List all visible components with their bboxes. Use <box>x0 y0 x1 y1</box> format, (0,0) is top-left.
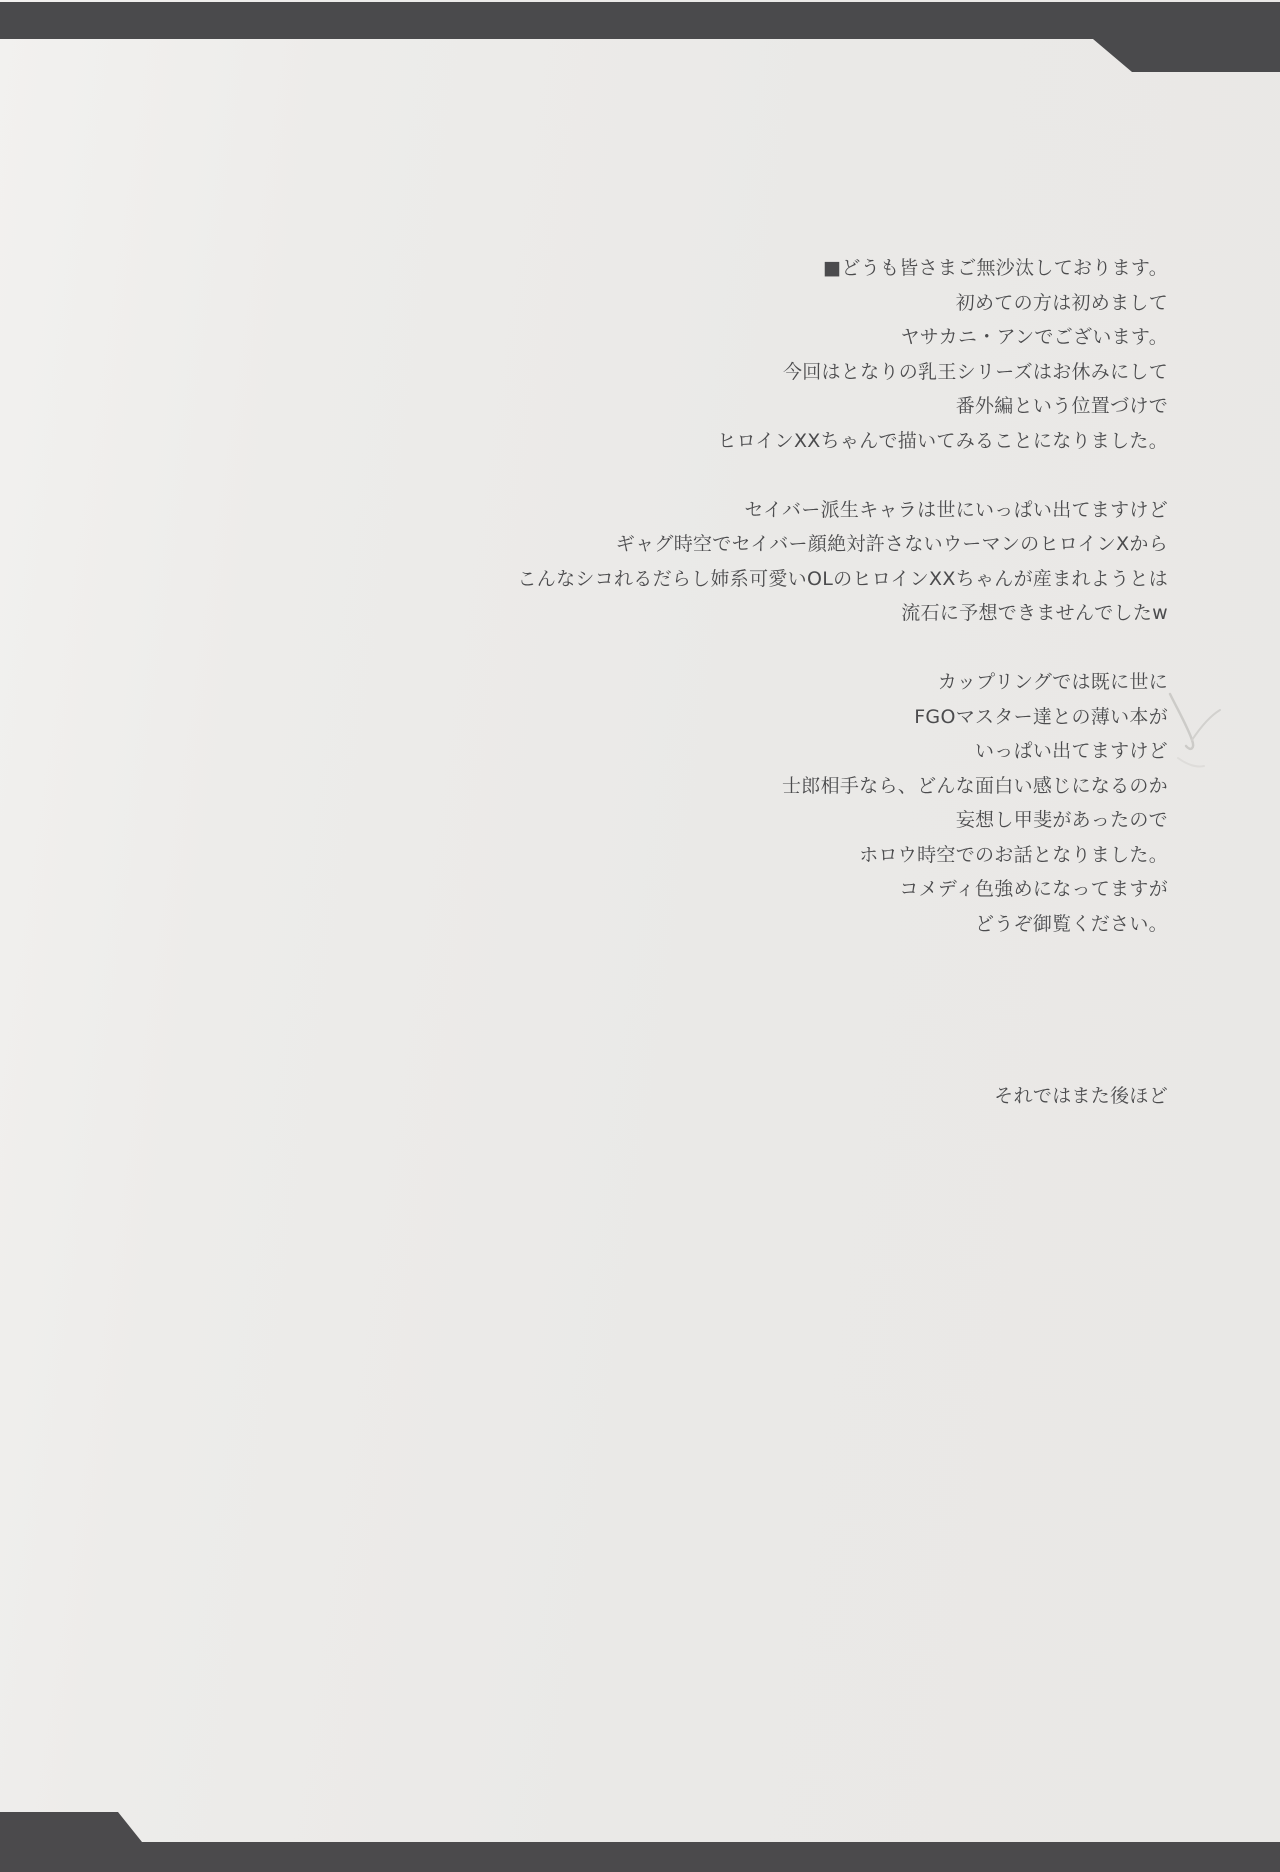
afterword-line: FGOマスター達との薄い本が <box>914 705 1168 728</box>
top-border-bar <box>0 0 1280 74</box>
afterword-line: ヒロインXXちゃんで描いてみることになりました。 <box>717 429 1168 452</box>
afterword-line: それではまた後ほど <box>994 1085 1168 1107</box>
afterword-line: カップリングでは既に世に <box>937 671 1168 693</box>
afterword-line: どうぞ御覧ください。 <box>974 912 1168 935</box>
afterword-line: コメディ色強めになってますが <box>899 878 1168 900</box>
afterword-line: こんなシコれるだらし姉系可愛いOLのヒロインXXちゃんが産まれようとは <box>517 567 1168 590</box>
afterword-line: 今回はとなりの乳王シリーズはお休みにして <box>782 360 1168 383</box>
bottom-border-bar <box>0 1810 1280 1872</box>
afterword-paragraph-pairing <box>408 665 1168 941</box>
afterword-line: ■どうも皆さまご無沙汰しております。 <box>823 257 1168 279</box>
afterword-line: ホロウ時空でのお話となりました。 <box>859 843 1168 866</box>
afterword-text-block <box>408 251 1168 1114</box>
afterword-line: 妄想し甲斐があったので <box>955 809 1168 831</box>
afterword-line: セイバー派生キャラは世にいっぱい出てますけど <box>744 498 1168 521</box>
afterword-paragraph-character <box>408 493 1168 631</box>
afterword-paragraph-greeting <box>408 251 1168 458</box>
afterword-closing <box>408 1079 1168 1114</box>
afterword-line: 士郎相手なら、どんな面白い感じになるのか <box>781 774 1168 797</box>
afterword-line: いっぱい出てますけど <box>974 740 1168 762</box>
paper-crease-mark <box>1158 688 1238 778</box>
afterword-line: ギャグ時空でセイバー顔絶対許さないウーマンのヒロインXから <box>615 533 1168 555</box>
afterword-line: ヤサカニ・アンでございます。 <box>900 326 1168 348</box>
afterword-line: 番外編という位置づけで <box>955 395 1168 417</box>
afterword-line: 流石に予想できませんでしたw <box>901 602 1168 624</box>
afterword-line: 初めての方は初めまして <box>955 291 1168 314</box>
